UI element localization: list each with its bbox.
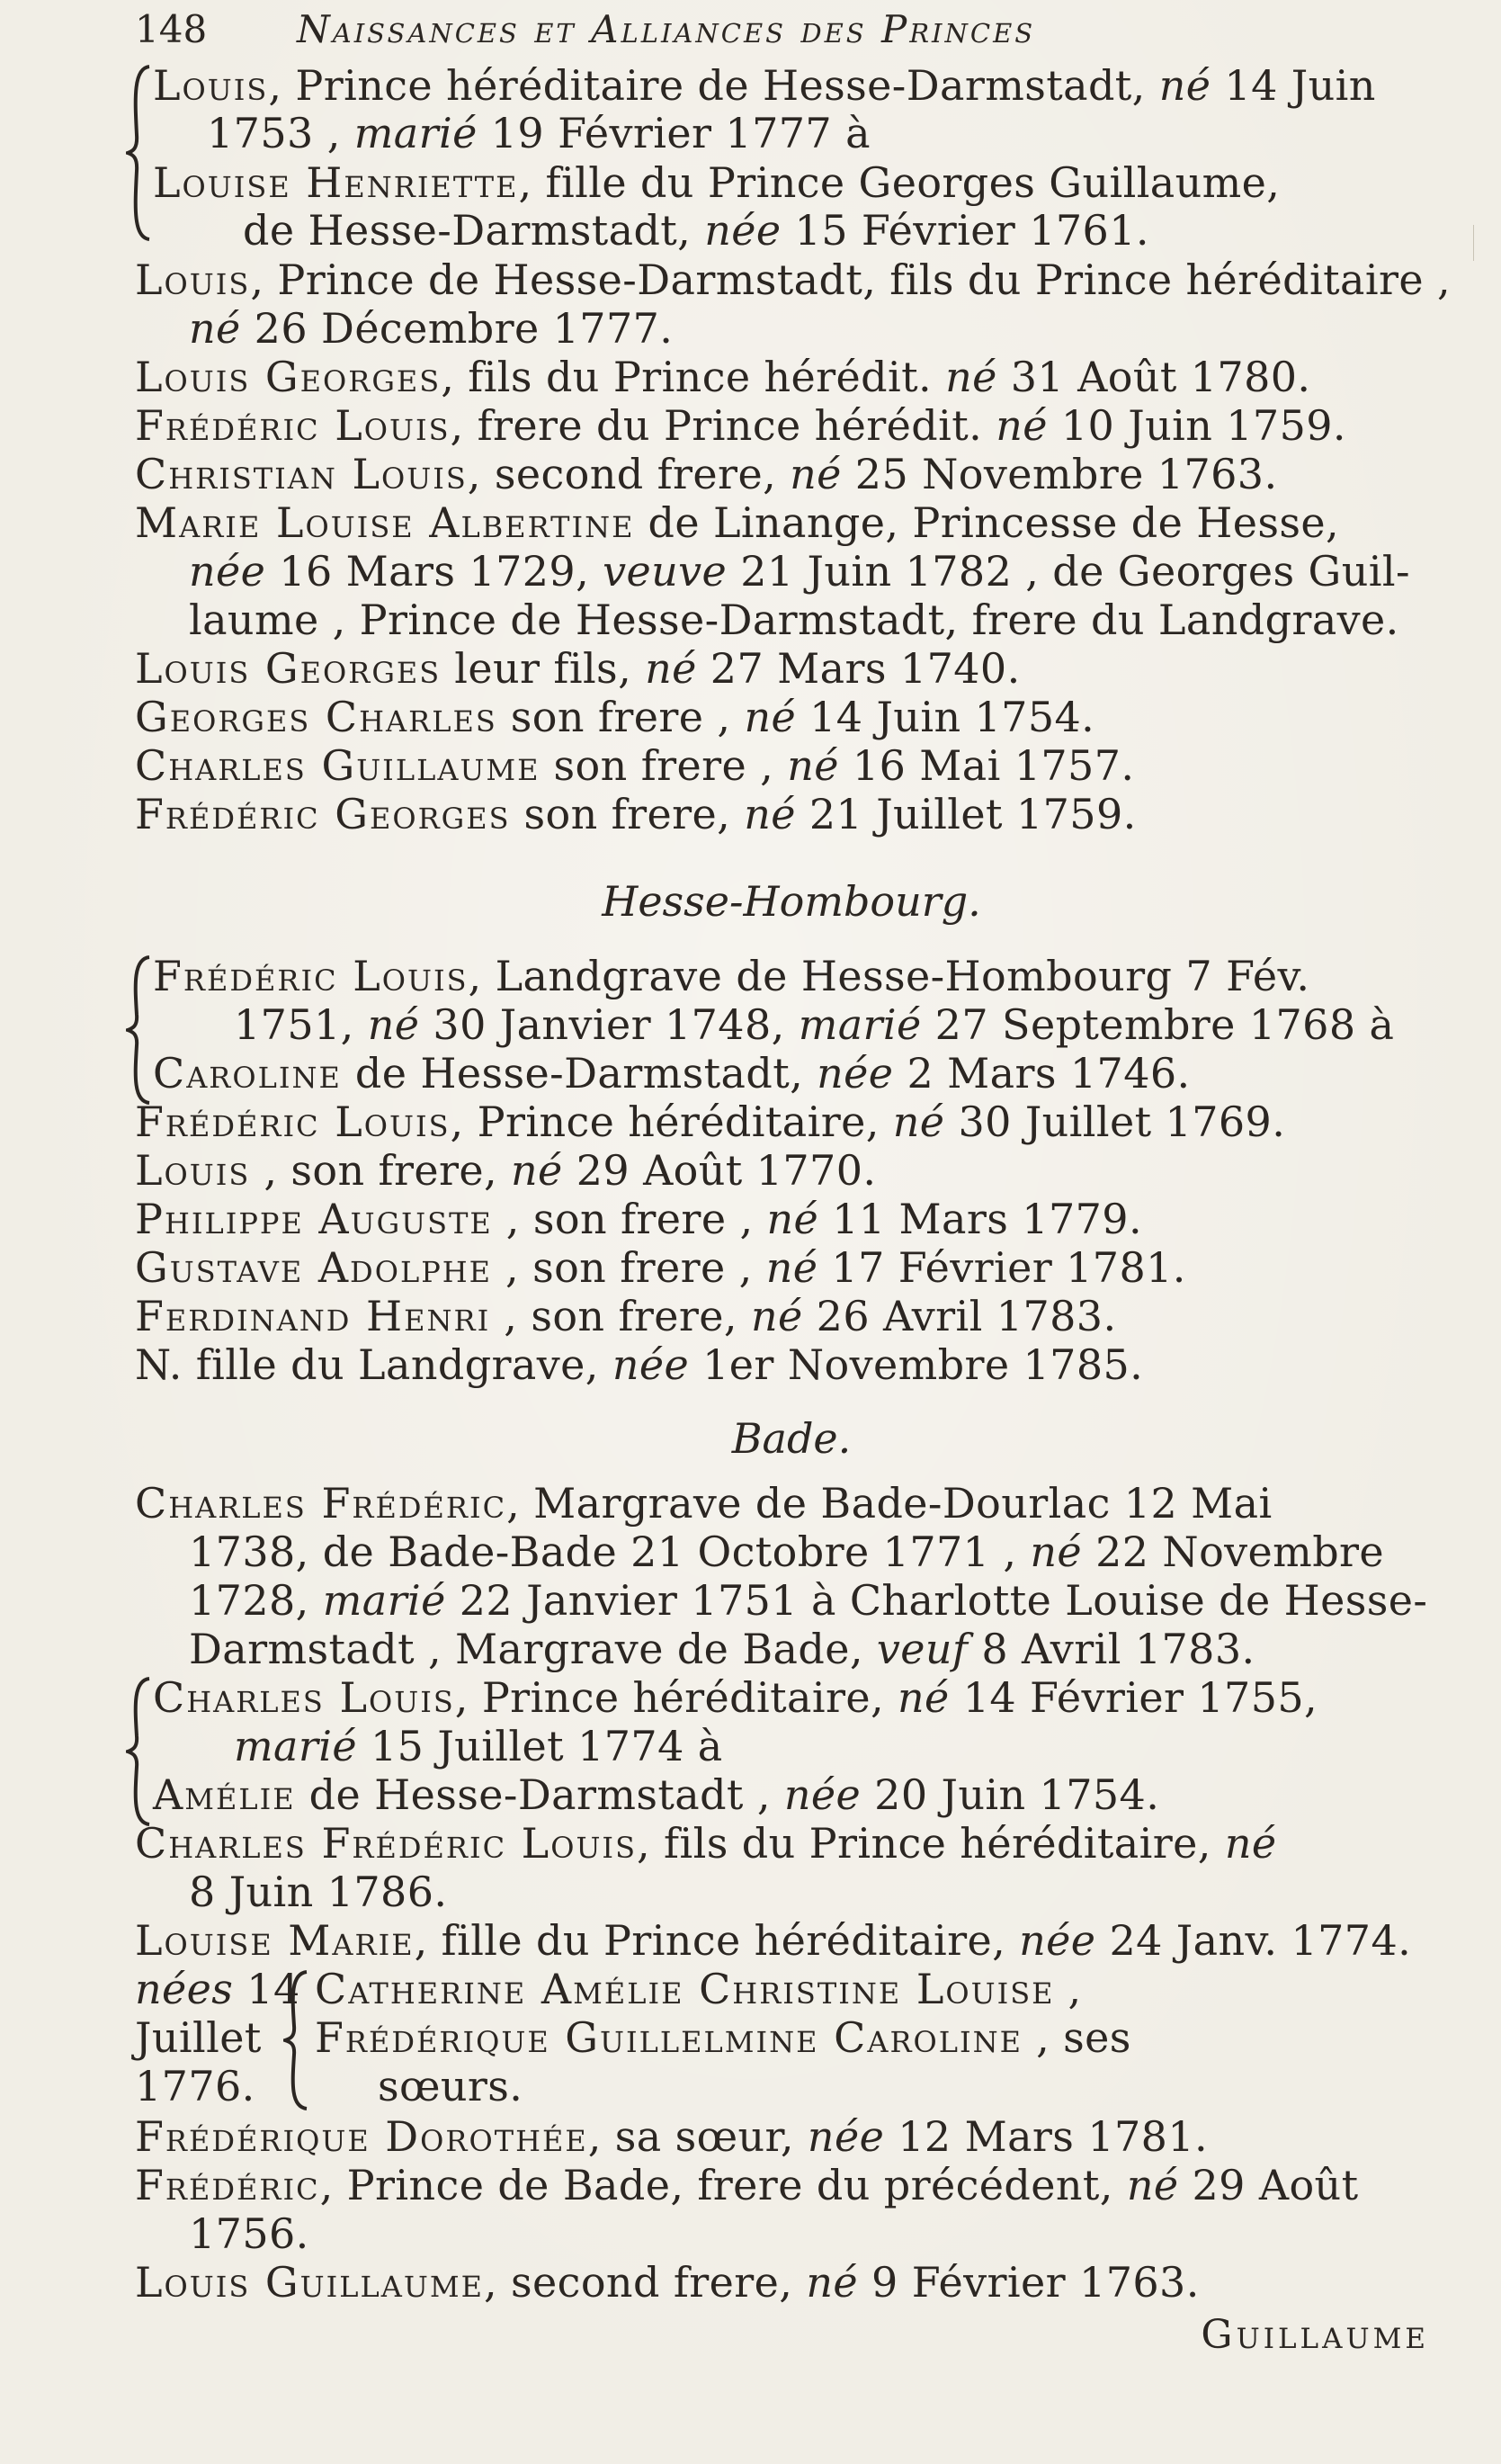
entry-line: Catherine Amélie Christine Louise , — [315, 1965, 1082, 2013]
entry-line: Frédéric Louis, frere du Prince hérédit. né 10 Juin 1759. — [135, 401, 1346, 450]
entry-line: Louise Henriette, fille du Prince Georges Guillaume, — [153, 158, 1281, 207]
entry-line: Louis Georges leur fils, né 27 Mars 1740. — [135, 644, 1021, 693]
entry-line: Amélie de Hesse-Darmstadt , née 20 Juin 1754. — [153, 1770, 1160, 1819]
section-heading: Hesse-Hombourg. — [602, 877, 981, 926]
entry-line: Ferdinand Henri , son frere, né 26 Avril 1783. — [135, 1292, 1117, 1340]
entry-line: Charles Frédéric Louis, fils du Prince héréditaire, né — [135, 1819, 1277, 1868]
entry-line: née 16 Mars 1729, veuve 21 Juin 1782 , de Georges Guil- — [189, 547, 1410, 596]
entry-line: Frédéric, Prince de Bade, frere du précédent, né 29 Août — [135, 2161, 1359, 2209]
entry-line: laume , Prince de Hesse-Darmstadt, frere du Landgrave. — [189, 596, 1399, 644]
entry-line: Louis Guillaume, second frere, né 9 Février 1763. — [135, 2258, 1200, 2307]
entry-line: 1753 , marié 19 Février 1777 à — [207, 109, 871, 157]
catchword: Guillaume — [1201, 2312, 1429, 2358]
margin-mark — [1473, 225, 1474, 261]
entry-line: Frédérique Guillelmine Caroline , ses — [315, 2013, 1131, 2062]
entry-line: 8 Juin 1786. — [189, 1868, 448, 1916]
entry-line: 1728, marié 22 Janvier 1751 à Charlotte Louise de Hesse- — [189, 1576, 1428, 1625]
brace-icon — [126, 954, 151, 1107]
entry-line: Frédéric Louis, Prince héréditaire, né 30 Juillet 1769. — [135, 1098, 1286, 1146]
entry-line: Gustave Adolphe , son frere , né 17 Février 1781. — [135, 1243, 1186, 1292]
entry-line: Frédérique Dorothée, sa sœur, née 12 Mars 1781. — [135, 2112, 1209, 2161]
sisters-note: nées 14 — [135, 1965, 300, 2013]
entry-line: 1751, né 30 Janvier 1748, marié 27 Septembre 1768 à — [234, 1000, 1395, 1049]
entry-line: Frédéric Louis, Landgrave de Hesse-Hombourg 7 Fév. — [153, 952, 1310, 1000]
entry-line: Louis, Prince de Hesse-Darmstadt, fils du Prince héréditaire , — [135, 255, 1452, 304]
entry-line: Frédéric Georges son frere, né 21 Juillet 1759. — [135, 790, 1137, 838]
entry-line: Louis Georges, fils du Prince hérédit. né 31 Août 1780. — [135, 353, 1311, 401]
page-number: 148 — [135, 7, 208, 51]
entry-line: Caroline de Hesse-Darmstadt, née 2 Mars 1746. — [153, 1049, 1191, 1098]
entry-line: sœurs. — [378, 2062, 523, 2110]
entry-line: Charles Frédéric, Margrave de Bade-Dourlac 12 Mai — [135, 1479, 1273, 1528]
running-title: Naissances et Alliances des Princes — [297, 7, 1036, 51]
section-heading: Bade. — [731, 1414, 852, 1463]
entry-line: Marie Louise Albertine de Linange, Princesse de Hesse, — [135, 498, 1340, 547]
entry-line: de Hesse-Darmstadt, née 15 Février 1761. — [243, 206, 1149, 255]
entry-line: Louise Marie, fille du Prince héréditaire, née 24 Janv. 1774. — [135, 1916, 1412, 1965]
brace-icon — [126, 1675, 151, 1828]
brace-icon — [283, 1968, 308, 2112]
entry-line: Louis , son frere, né 29 Août 1770. — [135, 1146, 877, 1195]
entry-line: né 26 Décembre 1777. — [189, 304, 674, 353]
entry-line: 1738, de Bade-Bade 21 Octobre 1771 , né 22 Novembre — [189, 1528, 1385, 1576]
entry-line: N. fille du Landgrave, née 1er Novembre 1785. — [135, 1340, 1144, 1389]
brace-icon — [126, 63, 151, 243]
entry-line: Georges Charles son frere , né 14 Juin 1754. — [135, 693, 1095, 741]
entry-line: Darmstadt , Margrave de Bade, veuf 8 Avril 1783. — [189, 1625, 1255, 1673]
sisters-note: 1776. — [135, 2062, 255, 2110]
entry-line: marié 15 Juillet 1774 à — [234, 1722, 723, 1770]
sisters-note: Juillet — [135, 2013, 262, 2062]
entry-line: Christian Louis, second frere, né 25 Novembre 1763. — [135, 450, 1278, 498]
entry-line: Charles Guillaume son frere , né 16 Mai 1757. — [135, 741, 1135, 790]
entry-line: Charles Louis, Prince héréditaire, né 14 Février 1755, — [153, 1673, 1318, 1722]
entry-line: Louis, Prince héréditaire de Hesse-Darmstadt, né 14 Juin — [153, 61, 1376, 110]
entry-line: Philippe Auguste , son frere , né 11 Mars 1779. — [135, 1195, 1142, 1243]
entry-line: 1756. — [189, 2209, 309, 2258]
